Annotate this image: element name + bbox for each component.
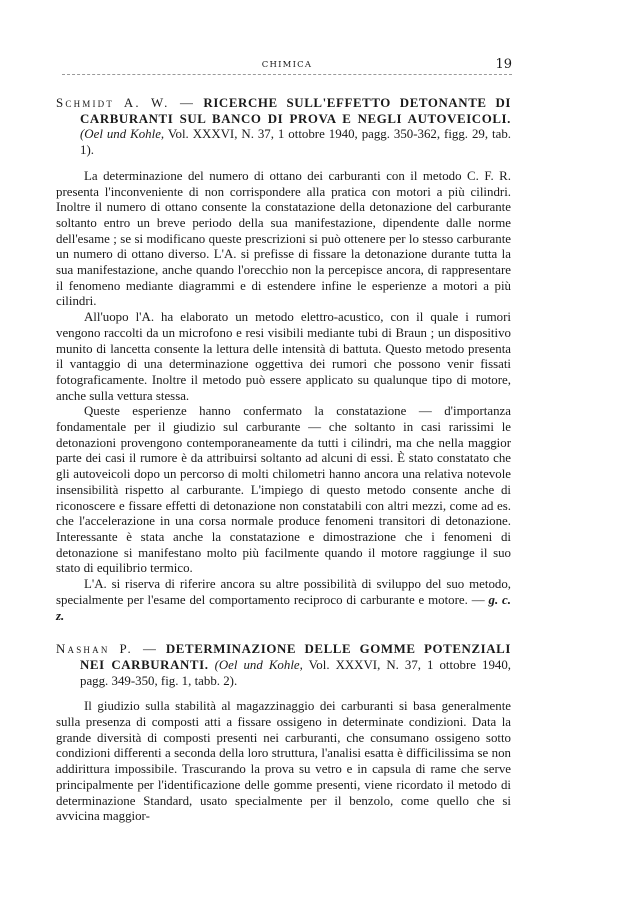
article-paragraph: La determinazione del numero di ottano dei carburanti con il metodo C. F. R. presenta l'inconveniente di non corrispondere alla pratica con motori a più cilindri. Inoltre il numero di ottano consente la constatazione della detonazione del carburante soltanto entro un breve periodo della sua manifestazione, dipendente dalle norme dell'esame ; se si modificano queste prescrizioni si può ottenere per lo stesso carburante un numero di ottano diverso. L'A. si prefisse di fissare la detonazione durante tutta la sua manifestazione, anche quando l'orecchio non la percepisce ancora, di rappresentare il fenomeno mediante diagrammi e di estendere infine le esperienze a motori a più cilindri. bbox=[56, 168, 511, 309]
closing-text: L'A. si riserva di riferire ancora su altre possibilità di sviluppo del suo metodo, specialmente per l'esame del comportamento reciproco di carburante e motore. — bbox=[56, 577, 511, 607]
citation-details: Vol. XXXVI, N. 37, 1 ottobre 1940, pagg. 350-362, figg. 29, tab. 1). bbox=[80, 127, 511, 158]
article-author: Schmidt A. W. — bbox=[56, 96, 196, 110]
article-paragraph: All'uopo l'A. ha elaborato un metodo elettro-acustico, con il quale i rumori vengono raccolti da un microfono e resi visibili mediante tubi di Braun ; un dispositivo munito di lancetta consente la lettura delle intensità di battuta. Questo metodo presenta il vantaggio di una determinazione oggettiva dei rumori che possono venir fissati fotograficamente. Inoltre il metodo può essere applicato su qualunque tipo di motore, anche sulla vettura stessa. bbox=[56, 310, 511, 403]
running-title: CHIMICA bbox=[261, 60, 313, 70]
article-closing-paragraph bbox=[56, 577, 511, 624]
article-citation bbox=[56, 642, 511, 689]
article-title: DETERMINAZIONE DELLE GOMME POTENZIALI NEI CARBURANTI. bbox=[80, 642, 511, 672]
article-title: RICERCHE SULL'EFFETTO DETONANTE DI CARBURANTI SUL BANCO DI PROVA E NEGLI AUTOVEICOLI. bbox=[80, 96, 511, 126]
journal-name: (Oel und Kohle, bbox=[214, 657, 303, 672]
page-body bbox=[56, 96, 511, 825]
article-schmidt bbox=[56, 96, 511, 624]
article-paragraph: Queste esperienze hanno confermato la constatazione — d'importanza fondamentale per il giudizio sul carburante — che soltanto in casi rarissimi le detonazioni provengono contemporaneamente da tutti i cilindri, ma che nella maggior parte dei casi il rumore è da attribuirsi soltanto ad alcuni di essi. È stato constatato che gli autoveicoli dopo un percorso di molti chilometri hanno ancora una relativa notevole insensibilità rispetto al carburante. L'impiego di questo metodo consente anche di riconoscere e fissare effetti di detonazione non constatabili con altri mezzi, come ad es. che l'accelerazione in una corsa normale produce fenomeni transitori di detonazione. Interessante è stata anche la constatazione e dimostrazione che i fenomeni di detonazione si manifestano molto più facilmente quando il motore raggiunge il suo stato di equilibrio termico. bbox=[56, 404, 511, 576]
citation-details: Vol. XXXVI, N. 37, 1 ottobre 1940, pagg. 349-350, fig. 1, tabb. 2). bbox=[80, 657, 512, 688]
journal-name: (Oel und Kohle, bbox=[80, 127, 165, 142]
running-head bbox=[62, 57, 512, 77]
article-nashan bbox=[56, 642, 511, 825]
article-paragraph: Il giudizio sulla stabilità al magazzinaggio dei carburanti si basa generalmente sulla presenza di composti atti a fissare ossigeno in determinate condizioni. Data la grande diversità di composti presenti nei carburanti, che consumano ossigeno sotto condizioni differenti a seconda della loro struttura, l'analisi esatta è difficilissima se non addirittura impossibile. Trascurando la prova su vetro e in capsula di rame che serve principalmente per l'identificazione delle gomme presenti, viene ricordato il metodo di determinazione Standard, usato specialmente per il benzolo, come quello che si avvicina maggior- bbox=[56, 699, 511, 824]
reviewer-signature: g. c. z. bbox=[56, 592, 511, 623]
article-author: Nashan P. — bbox=[56, 642, 159, 657]
article-citation bbox=[56, 96, 511, 159]
header-rule bbox=[62, 74, 512, 75]
page-number: 19 bbox=[495, 57, 512, 72]
